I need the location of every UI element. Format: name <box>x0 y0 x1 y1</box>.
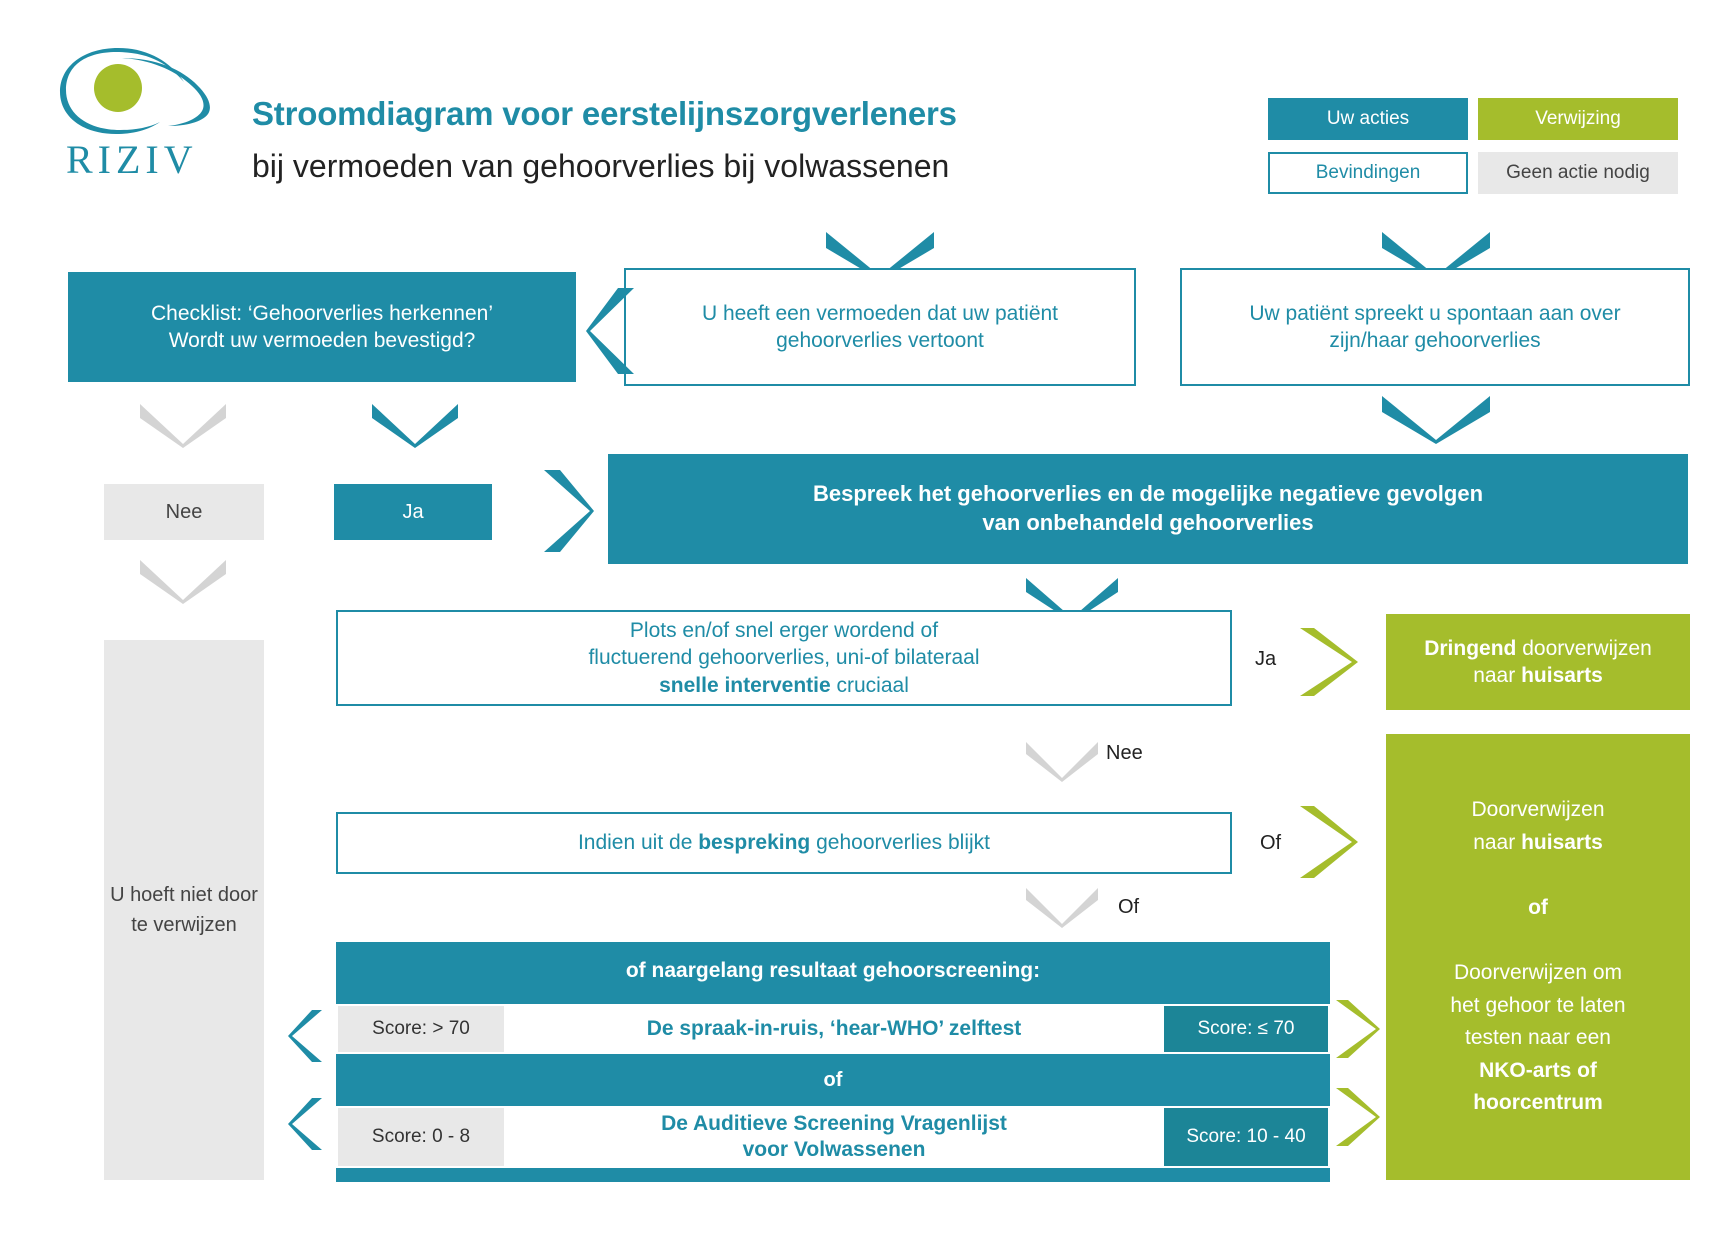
box-vermoeden <box>624 268 1136 386</box>
box-dringend-doorverwijzen <box>1386 614 1690 710</box>
plots-line-2: fluctuerend gehoorverlies, uni-of bilateraal <box>588 646 980 670</box>
asv-line-1: De Auditieve Screening Vragenlijst <box>661 1111 1007 1135</box>
screening-footer-bar <box>336 1172 1330 1182</box>
legend-verwijzing: Verwijzing <box>1478 98 1678 140</box>
doorverwijzen-line-5: testen naar een <box>1465 1026 1611 1050</box>
screening-of-separator: of <box>336 1058 1330 1102</box>
bespreek-line-1: Bespreek het gehoorverlies en de mogelijke negatieve gevolgen <box>812 481 1484 507</box>
label-nee: Nee <box>104 484 264 540</box>
legend-bevindingen: Bevindingen <box>1268 152 1468 194</box>
chevron-down-icon <box>1382 396 1490 444</box>
screening-header: of naargelang resultaat gehoorscreening: <box>625 959 1041 983</box>
test-asv <box>506 1106 1162 1168</box>
spontaan-line-2: zijn/haar gehoorverlies <box>1329 329 1541 352</box>
page-title: Stroomdiagram voor eerstelijnszorgverleners <box>252 95 957 132</box>
chevron-down-icon <box>1026 888 1098 928</box>
doorverwijzen-line-7: hoorcentrum <box>1473 1091 1603 1115</box>
chevron-down-icon <box>140 560 226 604</box>
asv-line-2: voor Volwassenen <box>742 1138 926 1161</box>
indien-pre: Indien uit de <box>577 831 699 855</box>
box-plots <box>336 610 1232 706</box>
riziv-logo <box>60 48 260 182</box>
dringend-rest: doorverwijzen <box>1516 636 1652 660</box>
score-asv-right: Score: 10 - 40 <box>1162 1106 1330 1168</box>
chevron-right-icon <box>1336 1088 1380 1146</box>
label-of-1: Of <box>1260 832 1282 854</box>
chevron-left-icon <box>586 288 634 374</box>
geen-verwijzing-text <box>104 880 264 940</box>
box-doorverwijzen <box>1386 734 1690 1180</box>
screening-row-hear-who <box>336 1004 1330 1054</box>
chevron-right-icon <box>1300 628 1358 696</box>
doorverwijzen-line-6: NKO-arts of <box>1479 1058 1597 1082</box>
doorverwijzen-of: of <box>1528 895 1548 919</box>
doorverwijzen-line-3: Doorverwijzen om <box>1453 961 1623 984</box>
score-who-left: Score: > 70 <box>336 1004 506 1054</box>
indien-bold: bespreking <box>698 831 811 855</box>
test-hear-who: De spraak-in-ruis, ‘hear-WHO’ zelftest <box>506 1004 1162 1054</box>
chevron-left-icon <box>288 1010 322 1062</box>
box-bespreek <box>608 454 1688 564</box>
screening-block <box>336 942 1330 1180</box>
vermoeden-line-2: gehoorverlies vertoont <box>776 329 984 352</box>
doorverwijzen-line-1: Doorverwijzen <box>1471 798 1605 822</box>
doorverwijzen-line-4: het gehoor te laten <box>1450 993 1626 1017</box>
chevron-left-icon <box>288 1098 322 1150</box>
box-geen-verwijzing <box>104 640 264 1180</box>
plots-line-3-rest: cruciaal <box>830 673 909 697</box>
box-spontaan <box>1180 268 1690 386</box>
plots-line-3-bold: snelle interventie <box>659 673 831 697</box>
dringend-bold: Dringend <box>1424 636 1517 660</box>
plots-line-1: Plots en/of snel erger wordend of <box>629 619 939 643</box>
chevron-right-icon <box>544 470 594 552</box>
spontaan-line-1: Uw patiënt spreekt u spontaan aan over <box>1249 301 1621 325</box>
checklist-line-1: Checklist: ‘Gehoorverlies herkennen’ <box>151 301 493 325</box>
label-of-2: Of <box>1118 896 1140 918</box>
indien-post: gehoorverlies blijkt <box>810 831 991 855</box>
chevron-right-icon <box>1300 806 1358 878</box>
box-indien-bespreking <box>336 812 1232 874</box>
legend-geen-actie: Geen actie nodig <box>1478 152 1678 194</box>
geen-verwijzing-label: U hoeft niet door te verwijzen <box>110 884 258 936</box>
chevron-down-icon <box>372 404 458 448</box>
dringend-line2-pre: naar <box>1473 664 1522 687</box>
label-ja-dringend: Ja <box>1255 648 1277 670</box>
doorverwijzen-line-2-bold: huisarts <box>1521 830 1603 854</box>
screening-row-asv <box>336 1106 1330 1168</box>
bespreek-line-2: van onbehandeld gehoorverlies <box>982 510 1314 535</box>
doorverwijzen-line-2-pre: naar <box>1473 830 1522 854</box>
box-checklist <box>68 272 576 382</box>
riziv-logo-mark <box>60 48 260 148</box>
label-ja: Ja <box>334 484 492 540</box>
legend-uw-acties: Uw acties <box>1268 98 1468 140</box>
riziv-logo-text: RIZIV <box>66 137 198 182</box>
chevron-right-icon <box>1336 1000 1380 1058</box>
score-asv-left: Score: 0 - 8 <box>336 1106 506 1168</box>
score-who-right: Score: ≤ 70 <box>1162 1004 1330 1054</box>
chevron-down-icon <box>1026 742 1098 782</box>
page-subtitle: bij vermoeden van gehoorverlies bij volwassenen <box>252 148 950 184</box>
vermoeden-line-1: U heeft een vermoeden dat uw patiënt <box>701 301 1059 325</box>
dringend-line2-bold: huisarts <box>1521 664 1603 687</box>
checklist-line-2: Wordt uw vermoeden bevestigd? <box>168 329 476 352</box>
label-nee-2: Nee <box>1106 742 1143 764</box>
chevron-down-icon <box>140 404 226 448</box>
